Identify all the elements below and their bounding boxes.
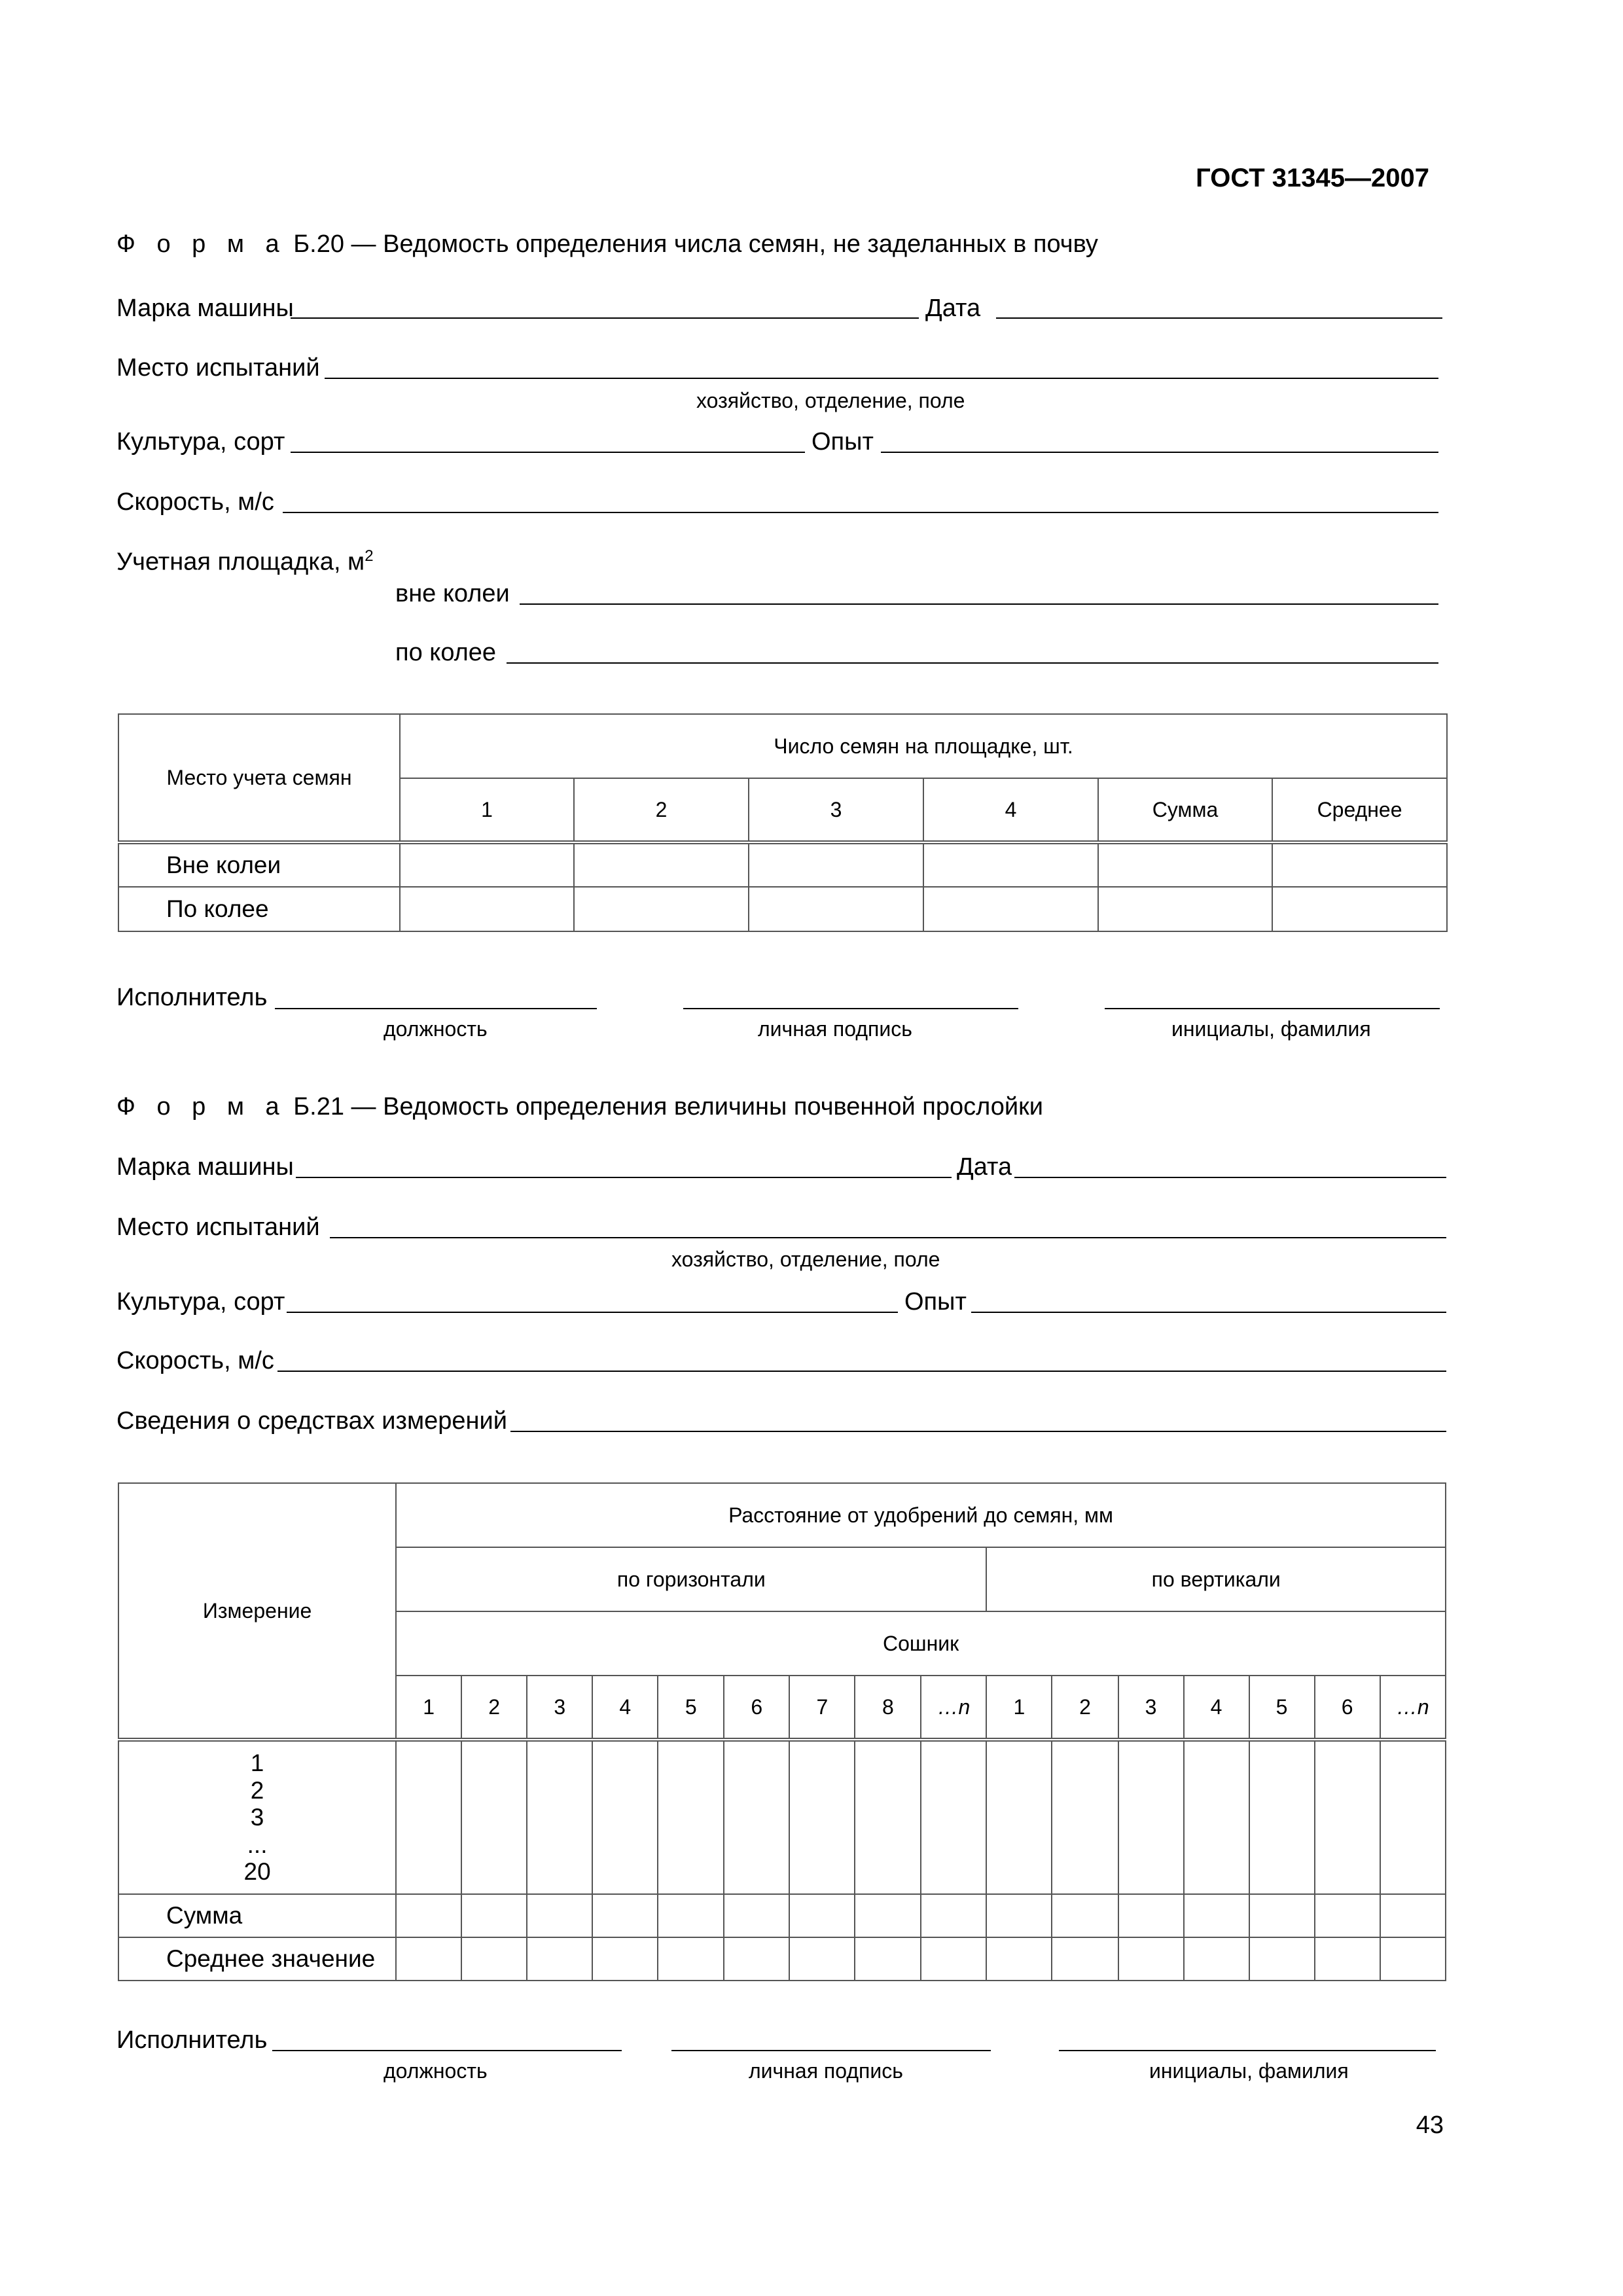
table-cell[interactable] [1249, 1894, 1315, 1937]
table-row [118, 1894, 1446, 1937]
page-number: 43 [1416, 2111, 1444, 2139]
out-track-field[interactable] [520, 603, 1438, 605]
table-cell[interactable] [400, 887, 574, 931]
coulter-column-header: 1 [986, 1676, 1052, 1740]
table-cell[interactable] [1315, 1740, 1380, 1894]
table-cell[interactable] [1272, 887, 1447, 931]
row-header-cell: Измерение [118, 1483, 396, 1740]
signature-field[interactable] [683, 1008, 1018, 1009]
table-cell[interactable] [1315, 1937, 1380, 1981]
row-label: Вне колеи [118, 842, 400, 887]
position-field[interactable] [272, 2050, 622, 2051]
soil-layer-table [118, 1482, 1446, 1981]
column-header: 3 [749, 778, 923, 842]
executor-label: Исполнитель [116, 984, 268, 1011]
place-label: Место испытаний [116, 354, 320, 382]
signature-hint: личная подпись [749, 2059, 903, 2083]
speed-field[interactable] [283, 512, 1438, 513]
crop-label: Культура, сорт [116, 428, 285, 456]
table-cell[interactable] [986, 1740, 1052, 1894]
coulter-column-header: 3 [527, 1676, 592, 1740]
signature-field[interactable] [671, 2050, 991, 2051]
crop-field[interactable] [291, 452, 805, 453]
area-label [116, 548, 374, 575]
group-header-cell: Число семян на площадке, шт. [400, 714, 1447, 778]
place-hint: хозяйство, отделение, поле [696, 389, 965, 412]
place-hint: хозяйство, отделение, поле [671, 1247, 940, 1271]
place-label: Место испытаний [116, 1213, 320, 1241]
coulter-header: Сошник [396, 1611, 1446, 1676]
table-cell[interactable] [592, 1937, 658, 1981]
machine-label: Марка машины [116, 295, 294, 322]
coulter-column-header: 5 [658, 1676, 724, 1740]
table-cell[interactable] [1052, 1740, 1118, 1894]
form-label: Ф о р м а [116, 230, 287, 258]
table-cell[interactable] [1118, 1740, 1184, 1894]
table-cell[interactable] [658, 1740, 724, 1894]
table-cell[interactable] [592, 1740, 658, 1894]
form-b21-title [116, 1094, 1043, 1119]
table-cell[interactable] [923, 842, 1098, 887]
table-cell[interactable] [1184, 1937, 1249, 1981]
table-cell[interactable] [396, 1937, 461, 1981]
position-hint: должность [383, 1017, 488, 1041]
machine-field[interactable] [296, 1177, 952, 1178]
table-cell[interactable] [724, 1740, 789, 1894]
table-cell[interactable] [855, 1894, 921, 1937]
area-label-text: Учетная площадка, м [116, 548, 365, 576]
coulter-column-header: 7 [789, 1676, 855, 1740]
table-cell[interactable] [1184, 1740, 1249, 1894]
name-field[interactable] [1059, 2050, 1436, 2051]
measurement-line: 1 [250, 1749, 264, 1777]
table-cell[interactable] [396, 1740, 461, 1894]
experiment-label: Опыт [812, 428, 874, 456]
coulter-column-header: 5 [1249, 1676, 1315, 1740]
date-field[interactable] [996, 317, 1442, 319]
date-label: Дата [957, 1153, 1012, 1181]
date-field[interactable] [1014, 1177, 1446, 1178]
place-field[interactable] [325, 378, 1438, 379]
coulter-column-header: 4 [1184, 1676, 1249, 1740]
form-title-text: Б.20 — Ведомость определения числа семян, не заделанных в почву [293, 230, 1098, 258]
form-label: Ф о р м а [116, 1093, 287, 1121]
coulter-column-header: 8 [855, 1676, 921, 1740]
table-row [118, 887, 1447, 931]
measurement-line: ... [247, 1831, 268, 1858]
experiment-field[interactable] [881, 452, 1438, 453]
measurement-line: 20 [243, 1858, 271, 1886]
coulter-column-header: 1 [396, 1676, 461, 1740]
table-cell[interactable] [658, 1894, 724, 1937]
row-label: По колее [118, 887, 400, 931]
signature-hint: личная подпись [758, 1017, 912, 1041]
table-cell[interactable] [1380, 1894, 1446, 1937]
table-row [118, 1740, 1446, 1894]
table-cell[interactable] [1315, 1894, 1380, 1937]
on-track-field[interactable] [507, 662, 1438, 664]
table-cell[interactable] [1249, 1937, 1315, 1981]
area-unit-exponent: 2 [365, 547, 374, 565]
table-cell[interactable] [1052, 1894, 1118, 1937]
table-cell[interactable] [986, 1894, 1052, 1937]
standard-number: ГОСТ 31345—2007 [1196, 164, 1429, 192]
group-header-cell: Расстояние от удобрений до семян, мм [396, 1483, 1446, 1547]
out-track-label: вне колеи [395, 580, 510, 607]
table-cell[interactable] [574, 887, 749, 931]
table-cell[interactable] [592, 1894, 658, 1937]
machine-label: Марка машины [116, 1153, 294, 1181]
table-cell[interactable] [1380, 1740, 1446, 1894]
row-label: Среднее значение [118, 1937, 396, 1981]
table-cell[interactable] [1272, 842, 1447, 887]
table-cell[interactable] [461, 1937, 527, 1981]
table-row [118, 1937, 1446, 1981]
table-cell[interactable] [527, 1894, 592, 1937]
table-cell[interactable] [1098, 887, 1272, 931]
position-hint: должность [383, 2059, 488, 2083]
table-cell[interactable] [724, 1937, 789, 1981]
table-cell[interactable] [855, 1937, 921, 1981]
name-field[interactable] [1105, 1008, 1440, 1009]
coulter-column-header: …n [1380, 1676, 1446, 1740]
table-cell[interactable] [1184, 1894, 1249, 1937]
table-cell[interactable] [724, 1894, 789, 1937]
seed-count-table [118, 713, 1448, 932]
form-b20-title [116, 232, 1098, 257]
table-cell[interactable] [1052, 1937, 1118, 1981]
coulter-column-header: …n [921, 1676, 986, 1740]
table-cell[interactable] [461, 1894, 527, 1937]
table-cell[interactable] [855, 1740, 921, 1894]
experiment-label: Опыт [904, 1288, 967, 1316]
table-cell[interactable] [574, 842, 749, 887]
coulter-column-header: 3 [1118, 1676, 1184, 1740]
column-header: Среднее [1272, 778, 1447, 842]
table-cell[interactable] [1098, 842, 1272, 887]
speed-label: Скорость, м/с [116, 1347, 274, 1374]
table-cell[interactable] [789, 1894, 855, 1937]
column-header: 4 [923, 778, 1098, 842]
table-cell[interactable] [400, 842, 574, 887]
speed-label: Скорость, м/с [116, 488, 274, 516]
instruments-field[interactable] [510, 1431, 1446, 1432]
table-cell[interactable] [749, 887, 923, 931]
coulter-column-header: 2 [461, 1676, 527, 1740]
table-cell[interactable] [789, 1937, 855, 1981]
table-cell[interactable] [1118, 1937, 1184, 1981]
row-header-cell: Место учета семян [118, 714, 400, 842]
form-title-text: Б.21 — Ведомость определения величины почвенной прослойки [293, 1093, 1043, 1121]
speed-field[interactable] [277, 1371, 1446, 1372]
table-row [118, 842, 1447, 887]
table-cell[interactable] [921, 1894, 986, 1937]
table-cell[interactable] [527, 1740, 592, 1894]
row-label: Сумма [118, 1894, 396, 1937]
machine-field[interactable] [291, 317, 919, 319]
measurement-line: 3 [250, 1804, 264, 1831]
table-cell[interactable] [921, 1740, 986, 1894]
on-track-label: по колее [395, 639, 497, 666]
executor-label: Исполнитель [116, 2026, 268, 2054]
table-cell[interactable] [749, 842, 923, 887]
table-cell[interactable] [923, 887, 1098, 931]
table-cell[interactable] [1118, 1894, 1184, 1937]
crop-field[interactable] [287, 1312, 898, 1313]
column-header: Сумма [1098, 778, 1272, 842]
table-cell[interactable] [921, 1937, 986, 1981]
coulter-column-header: 2 [1052, 1676, 1118, 1740]
measurement-line: 2 [250, 1776, 264, 1804]
table-cell[interactable] [527, 1937, 592, 1981]
measurement-index-cell [118, 1740, 396, 1894]
position-field[interactable] [275, 1008, 597, 1009]
table-cell[interactable] [1249, 1740, 1315, 1894]
name-hint: инициалы, фамилия [1149, 2059, 1349, 2083]
place-field[interactable] [330, 1237, 1446, 1238]
crop-label: Культура, сорт [116, 1288, 285, 1316]
table-cell[interactable] [658, 1937, 724, 1981]
horizontal-header: по горизонтали [396, 1547, 986, 1611]
table-cell[interactable] [396, 1894, 461, 1937]
table-cell[interactable] [461, 1740, 527, 1894]
experiment-field[interactable] [971, 1312, 1446, 1313]
date-label: Дата [925, 295, 981, 322]
column-header: 1 [400, 778, 574, 842]
table-cell[interactable] [789, 1740, 855, 1894]
name-hint: инициалы, фамилия [1171, 1017, 1371, 1041]
instruments-label: Сведения о средствах измерений [116, 1407, 507, 1435]
table-cell[interactable] [1380, 1937, 1446, 1981]
coulter-column-header: 6 [724, 1676, 789, 1740]
coulter-column-header: 6 [1315, 1676, 1380, 1740]
column-header: 2 [574, 778, 749, 842]
table-cell[interactable] [986, 1937, 1052, 1981]
coulter-column-header: 4 [592, 1676, 658, 1740]
vertical-header: по вертикали [986, 1547, 1446, 1611]
